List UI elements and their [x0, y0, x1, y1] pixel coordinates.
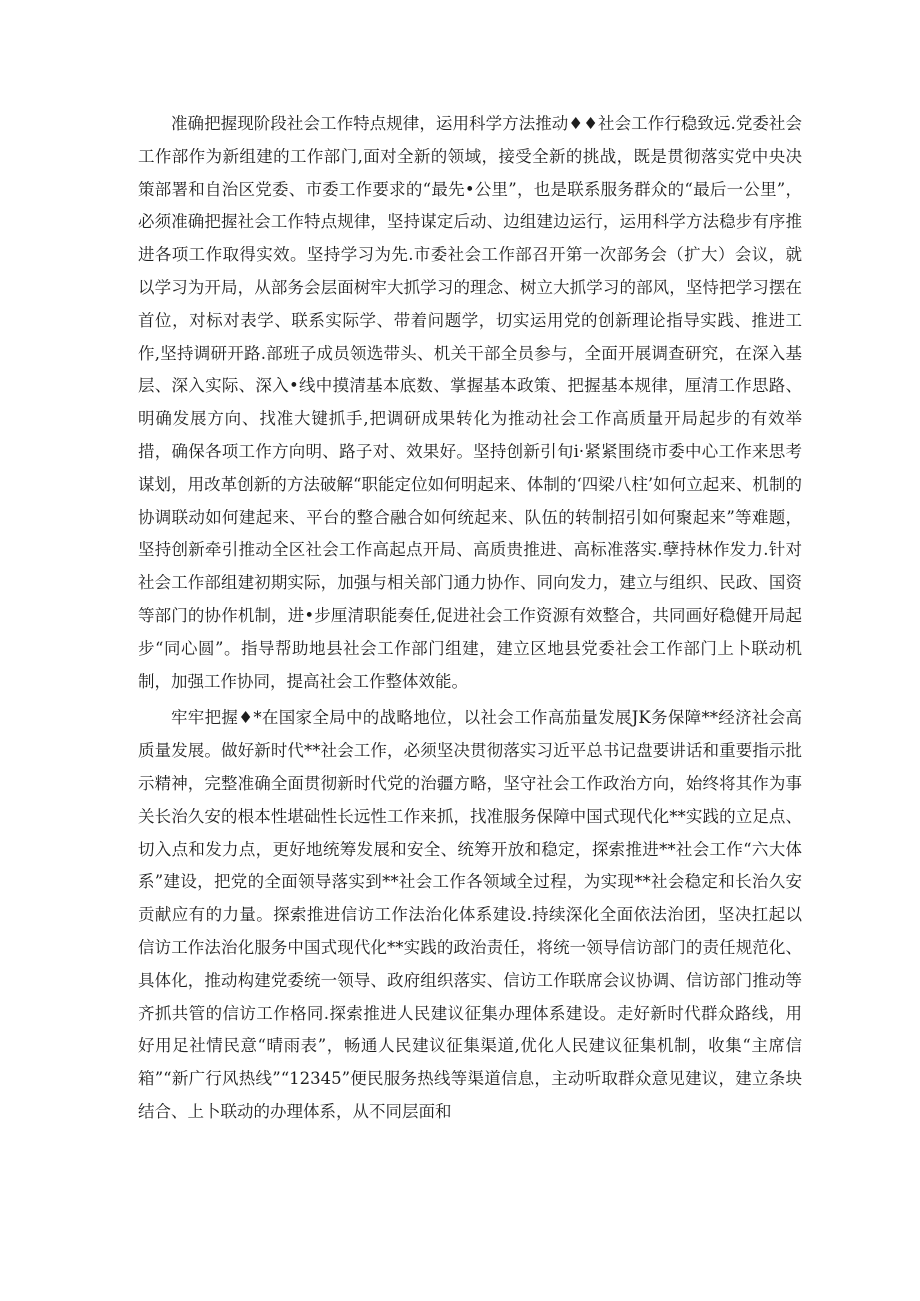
paragraph-1: 准确把握现阶段社会工作特点规律，运用科学方法推动♦♦社会工作行稳致远.党委社会工作部作为新组建的工作部门,面对全新的领域，接受全新的挑战，既是贯彻落实党中央决策部署和自治区党委、市委工作要求的“最先•公里”，也是联系服务群众的“最后一公里”，必须准确把握社会工作特点规律，坚持谋定后动、边组建边运行，运用科学方法稳步有序推进各项工作取得实效。坚持学习为先.市委社会工作部召开第一次部务会（扩大）会议，就以学习为开局，从部务会层面树牢大抓学习的理念、树立大抓学习的部风，坚恃把学习摆在首位，对标对表学、联系实际学、带着问题学，切实运用党的创新理论指导实践、推进工作,坚持调研开路.部班子成员领选带头、机关干部全员参与，全面开展调查研究，在深入基层、深入实际、深入•线中摸清基本底数、掌握基本政策、把握基本规律，厘清工作思路、明确发展方向、找准大键抓手,把调研成果转化为推动社会工作高质量开局起步的有效举措，确保各项工作方向明、路子对、效果好。坚持创新引旬i·紧紧围绕市委中心工作来思考谋划，用改革创新的方法破解“职能定位如何明起来、体制的‘四梁八柱’如何立起来、机制的协调联动如何建起来、平台的整合融合如何统起来、队伍的转制招引如何聚起来”等难题，坚持创新牵引推动全区社会工作高起点开局、高质贵推进、高标准落实.孽持林作发力.针对社会工作部组建初期实际，加强与相关部门通力协作、同向发力，建立与组织、民政、国资等部门的协作机制，进•步厘清职能奏任,促进社会工作资源有效整合，共同画好稳健开局起步“同心圆”。指导帮助地县社会工作部门组建，建立区地县党委社会工作部门上卜联动机制，加强工作协同，提高社会工作整体效能。: [138, 114, 802, 691]
document-body: [138, 108, 802, 1129]
paragraph-2: 牢牢把握♦*在国家全局中的战略地位，以社会工作高茄量发展JK务保障**经济社会高质量发展。做好新时代**社会工作，必须坚决贯彻落实习近平总书记盘要讲话和重要指示批示精神，完整准确全面贯彻新时代党的治疆方略，坚守社会工作政治方向，始终将其作为事关长治久安的根本性堪础性长远性工作来抓，找准服务保障中国式现代化**实践的立足点、切入点和发力点，更好地统筹发展和安全、统筹开放和稳定，探索推进**社会工作“六大体系”建设，把党的全面领导落实到**社会工作各领域全过程，为实现**社会稳定和长治久安贡献应有的力量。探索推进信访工作法治化体系建设.持续深化全面依法治团，坚决扛起以信访工作法治化服务中国式现代化**实践的政治责任，将统一领导信访部门的责任规范化、具体化，推动构建党委统一领导、政府组织落实、信访工作联席会议协调、信访部门推动等齐抓共管的信访工作格同.探索推进人民建议征集办理体系建设。走好新时代群众路线，用好用足社情民意“晴雨表”，畅通人民建议征集渠道,优化人民建议征集机制，收集“主席信箱”“新广行风热线”“12345”便民服务热线等渠道信息，主动听取群众意见建议，建立条块结合、上卜联动的办理体系，从不同层面和: [138, 708, 802, 1121]
